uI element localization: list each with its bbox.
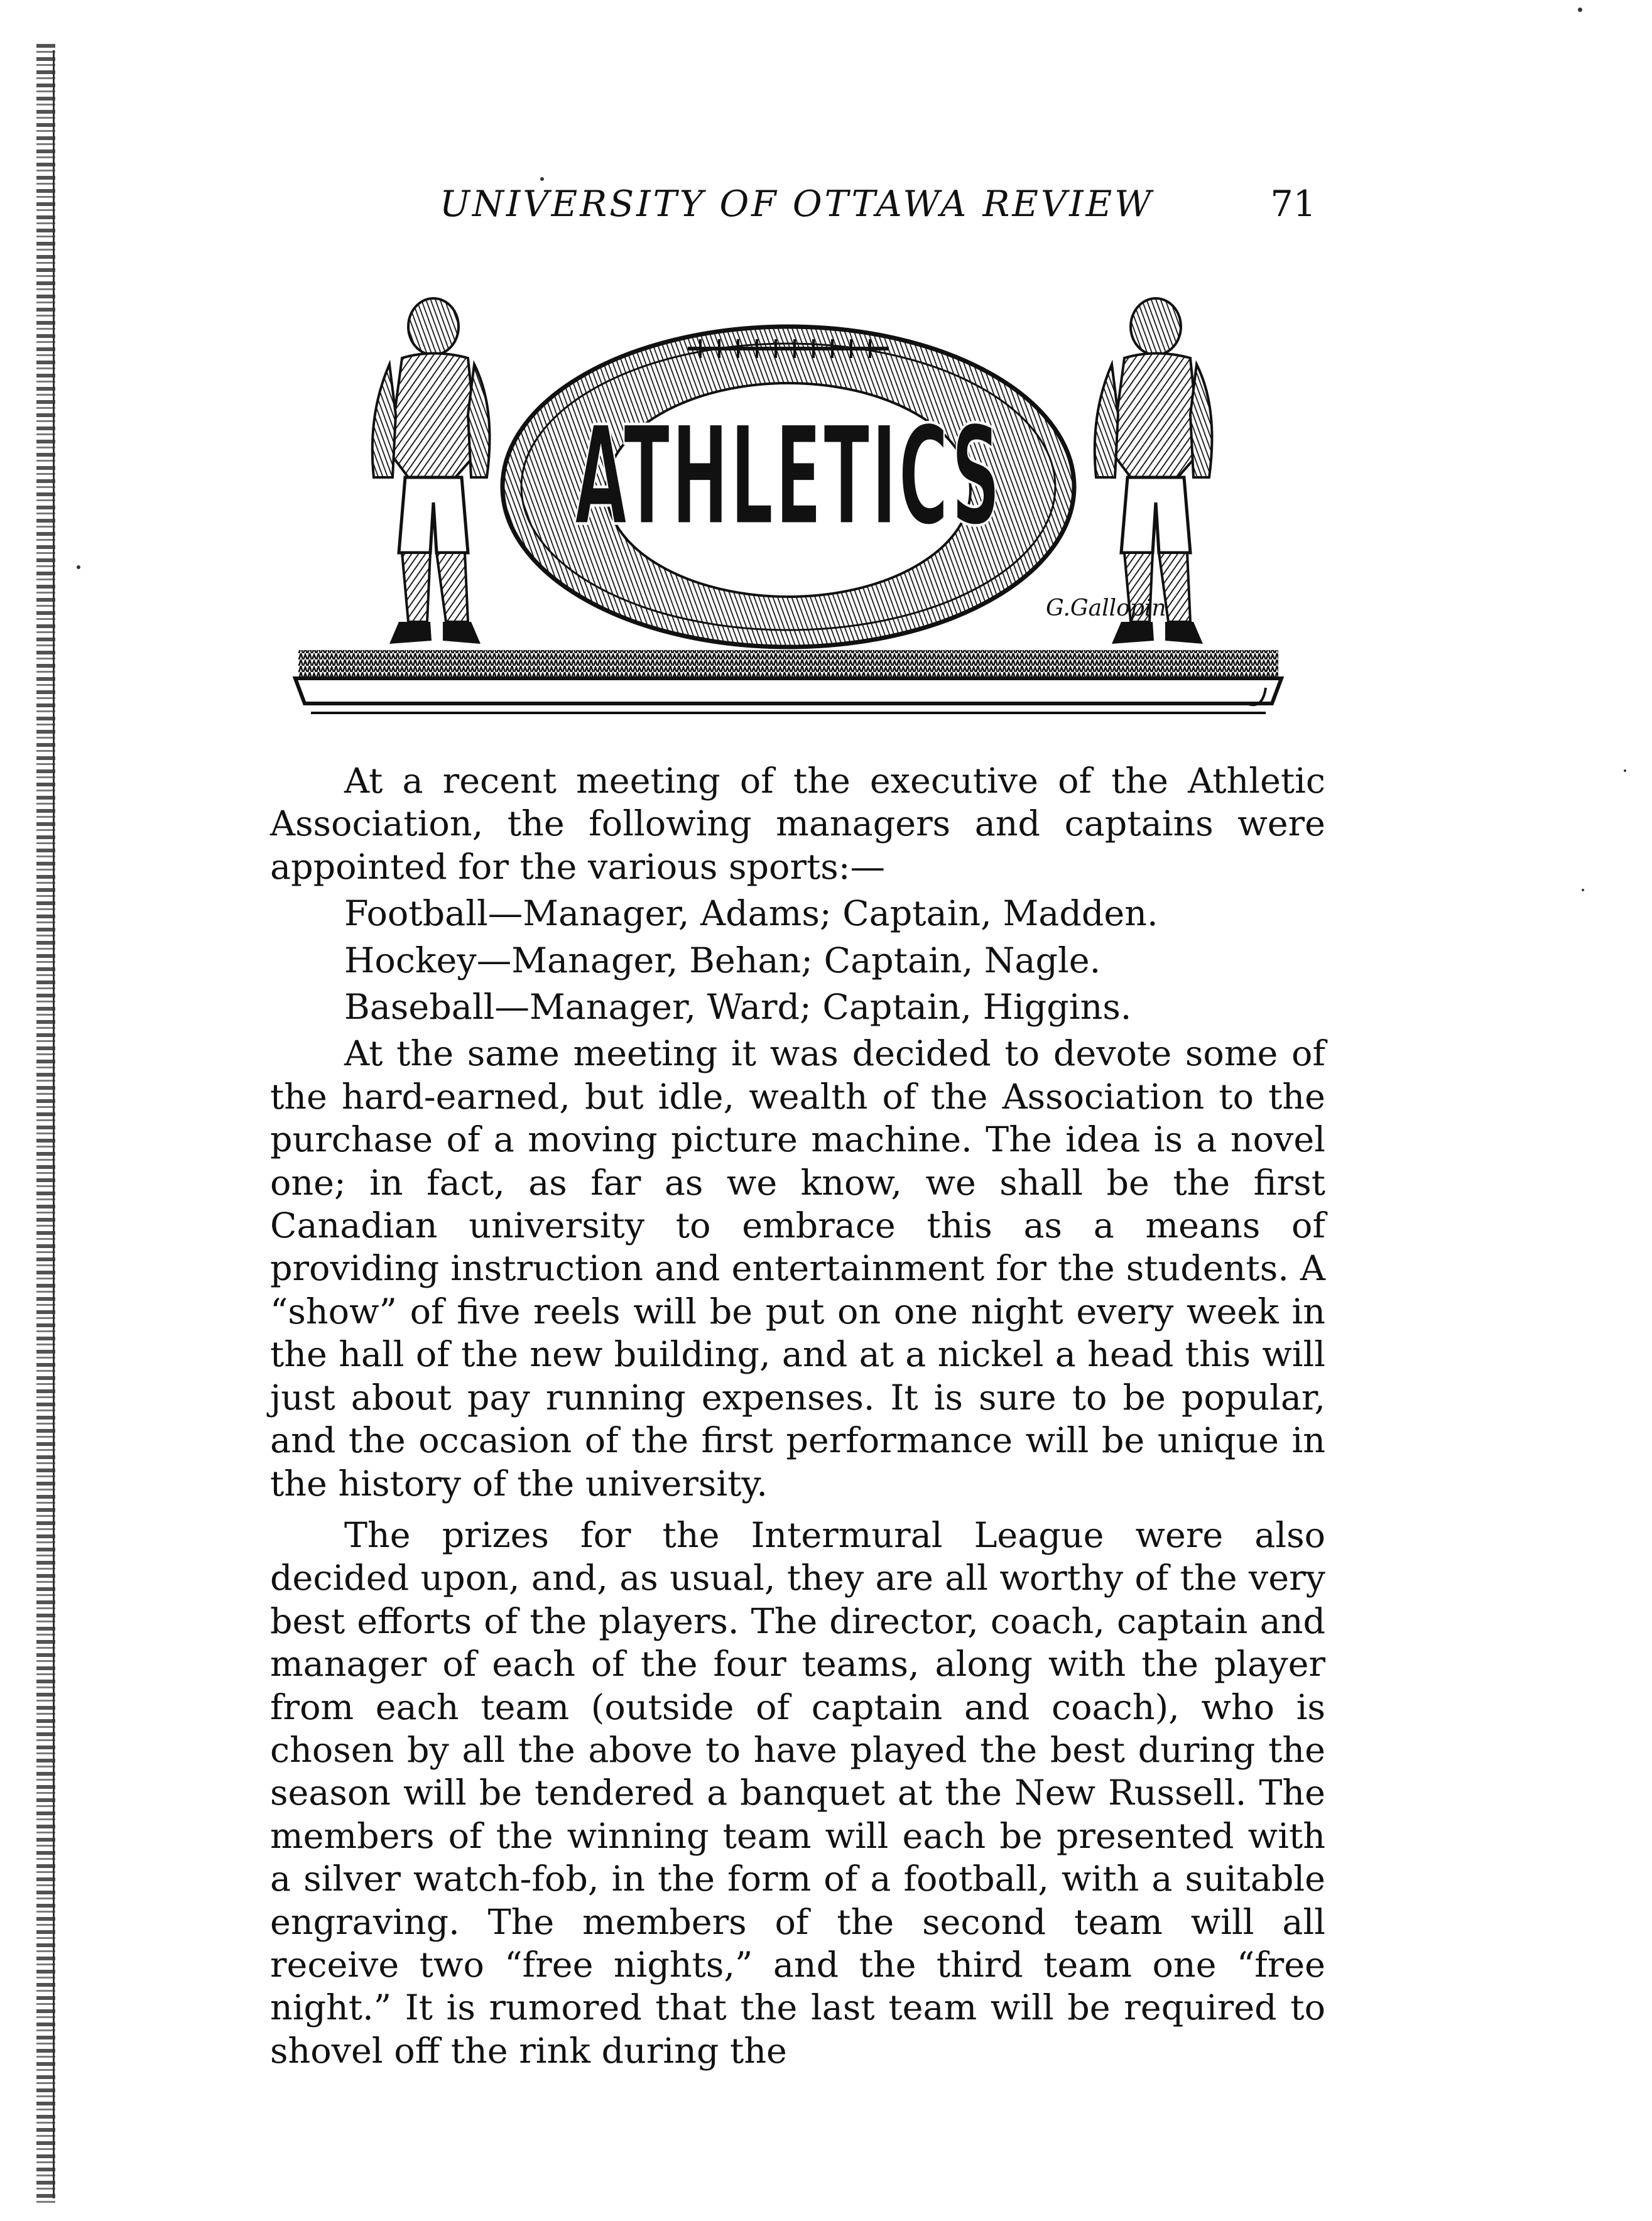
scan-speck: [540, 177, 544, 181]
scan-speck: [77, 565, 80, 569]
paragraph-moving-pictures: At the same meeting it was decided to devote some of the hard-earned, but idle, wealth of the Association to the purchase of a moving picture machine. The idea is a novel one; in fact, as far as we know, we shall be the first Canadian university to embrace this as a means of providing instruction and entertainment for the students. A “show” of five reels will be put on one night every week in the hall of the new building, and at a nickel a head this will just about pay running expenses. It is sure to be popular, and the occasion of the first performance will be unique in the history of the university.: [270, 1033, 1325, 1504]
scan-speck: [1582, 889, 1584, 891]
paragraph-appointments: At a recent meeting of the executive of the Athletic Association, the following managers and captains were appointed for the various sports:—: [270, 761, 1325, 888]
list-item-baseball: Baseball—Manager, Ward; Captain, Higgins.: [344, 987, 1132, 1028]
ground-base: [295, 650, 1281, 713]
right-football-player: [1095, 298, 1212, 644]
article-body: [270, 760, 1325, 2073]
list-item-football: Football—Manager, Adams; Captain, Madden.: [344, 893, 1158, 935]
athletics-banner-illustration: [286, 289, 1291, 747]
left-football-player: [372, 298, 490, 644]
scan-speck: [1578, 8, 1582, 12]
athletics-emblem-lettering: ATHLETICS: [574, 398, 1003, 557]
page-number: 71: [1270, 183, 1316, 225]
running-title: UNIVERSITY OF OTTAWA REVIEW: [440, 183, 1154, 225]
paragraph-intermural-prizes: The prizes for the Intermural League were also decided upon, and, as usual, they are all worthy of the very best efforts of the players. The director, coach, captain and manager of each of the four teams, along with the player from each team (outside of captain and coach), who is chosen by all the above to have played the best during the season will be tendered a banquet at the New Russell. The members of the winning team will each be presented with a silver watch-fob, in the form of a football, with a suitable engraving. The members of the second team will all receive two “free nights,” and the third team one “free night.” It is rumored that the last team will be required to shovel off the rink during the: [270, 1514, 1325, 2072]
running-head: [440, 183, 1316, 234]
list-item-hockey: Hockey—Manager, Behan; Captain, Nagle.: [344, 940, 1101, 981]
artist-signature: G.Gallopin: [1046, 595, 1166, 621]
scan-speck: [1624, 769, 1626, 772]
football-emblem: [503, 327, 1166, 647]
page-edge-line: [53, 50, 55, 2198]
